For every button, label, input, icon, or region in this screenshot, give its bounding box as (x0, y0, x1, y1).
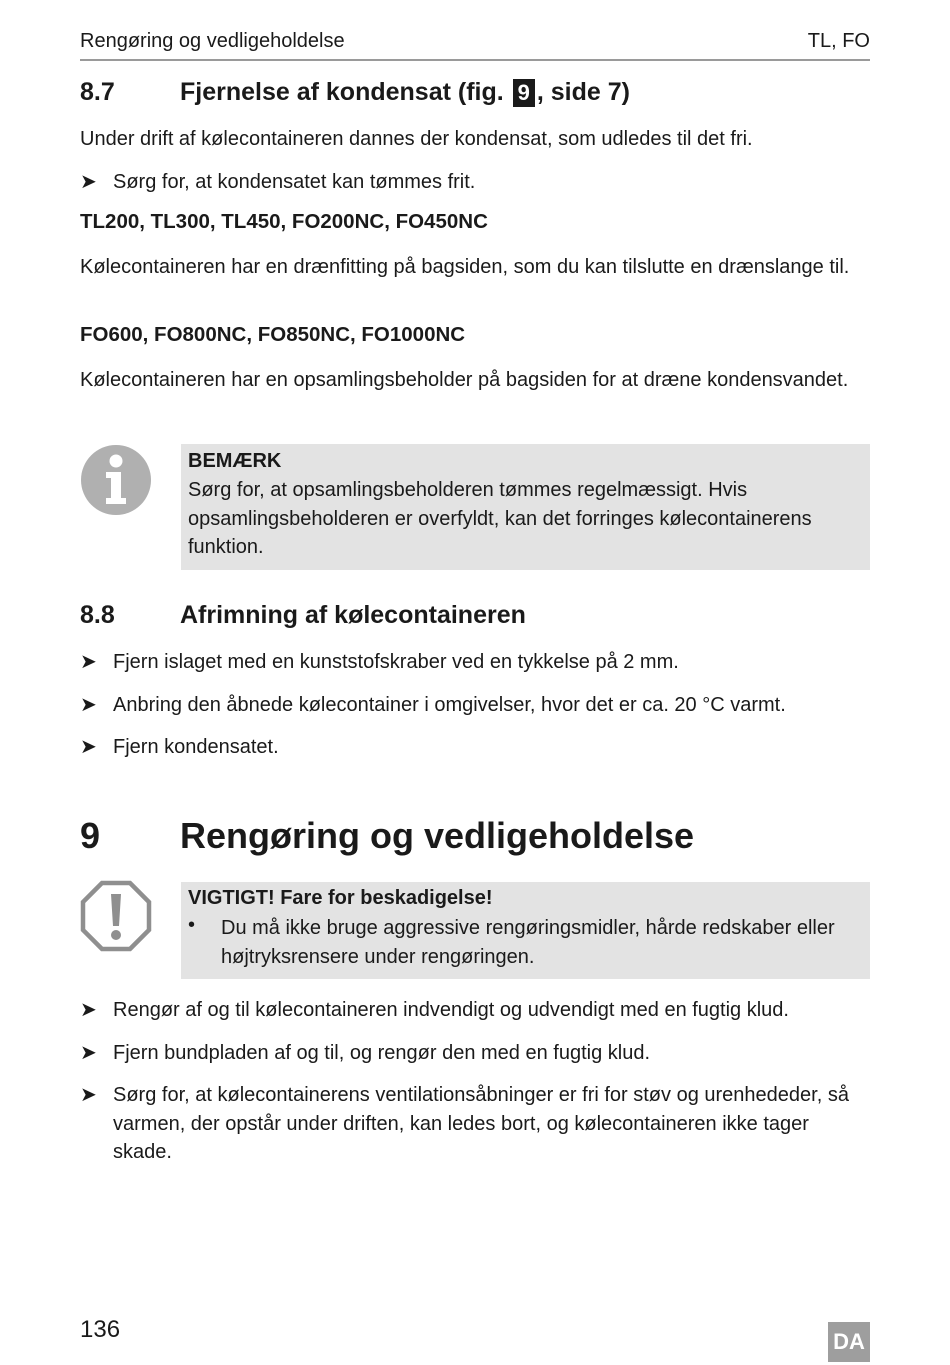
step-arrow-icon: ➤ (80, 1084, 97, 1106)
section-8-7-heading (80, 78, 870, 112)
step-arrow-icon: ➤ (80, 651, 97, 673)
chapter-number: 9 (80, 815, 101, 856)
section-intro-text: Under drift af kølecontaineren dannes der kondensat, som udledes til det fri. (80, 128, 753, 150)
instruction-step: ➤ Sørg for, at kølecontainerens ventilationsåbninger er fri for støv og urenhededer, så varmen, der opstår under driften, kan ledes bort, og kølecontaineren ikke tager skade. (80, 1081, 870, 1171)
section-number: 8.8 (80, 601, 115, 629)
model-list-heading: TL200, TL300, TL450, FO200NC, FO450NC (80, 210, 488, 233)
step-arrow-icon: ➤ (80, 171, 97, 193)
header-divider (80, 59, 870, 61)
section-title: Afrimning af kølecontaineren (180, 601, 526, 629)
model-description: Kølecontaineren har en drænfitting på bagsiden, som du kan tilslutte en drænslange til. (80, 256, 850, 278)
info-icon (80, 444, 152, 516)
instruction-step: ➤ Fjern islaget med en kunststofskraber ved en tykkelse på 2 mm. (80, 648, 870, 678)
step-arrow-icon: ➤ (80, 694, 97, 716)
chapter-title: Rengøring og vedligeholdelse (180, 815, 695, 856)
instruction-step: ➤ Sørg for, at kondensatet kan tømmes frit. (80, 168, 870, 198)
section-title: Fjernelse af kondensat (fig. 9 , side 7) (180, 78, 630, 106)
step-arrow-icon: ➤ (80, 736, 97, 758)
section-number: 8.7 (80, 78, 115, 106)
note-title: BEMÆRK (188, 450, 282, 472)
warning-box (181, 882, 870, 979)
figure-reference-badge: 9 (513, 79, 535, 107)
bullet-icon: • (188, 914, 196, 936)
model-description: Kølecontaineren har en opsamlingsbeholder på bagsiden for at dræne kondensvandet. (80, 369, 849, 391)
running-header-title: Rengøring og vedligeholdelse (80, 30, 345, 52)
instruction-step: ➤ Anbring den åbnede kølecontainer i omgivelser, hvor det er ca. 20 °C varmt. (80, 691, 870, 721)
page-number: 136 (80, 1316, 121, 1343)
note-box (181, 444, 870, 570)
instruction-step: ➤ Fjern kondensatet. (80, 733, 870, 763)
section-8-8-heading (80, 601, 870, 635)
running-header-models: TL, FO (807, 30, 870, 52)
instruction-step: ➤ Rengør af og til kølecontaineren indvendigt og udvendigt med en fugtig klud. (80, 996, 870, 1026)
warning-bullet-text: Du må ikke bruge aggressive rengøringsmidler, hårde redskaber eller højtryksrensere under rengøringen. (221, 917, 835, 968)
warning-octagon-icon (80, 880, 152, 952)
model-list-heading: FO600, FO800NC, FO850NC, FO1000NC (80, 323, 466, 346)
chapter-9-heading (80, 815, 870, 861)
language-badge: DA (828, 1322, 870, 1362)
step-arrow-icon: ➤ (80, 999, 97, 1021)
step-arrow-icon: ➤ (80, 1042, 97, 1064)
instruction-step: ➤ Fjern bundpladen af og til, og rengør den med en fugtig klud. (80, 1039, 870, 1069)
warning-title: VIGTIGT! Fare for beskadigelse! (188, 887, 493, 909)
note-text: Sørg for, at opsamlingsbeholderen tømmes regelmæssigt. Hvis opsamlingsbeholderen er overfyldt, kan det forringes kølecontainerens funktion. (188, 479, 812, 558)
